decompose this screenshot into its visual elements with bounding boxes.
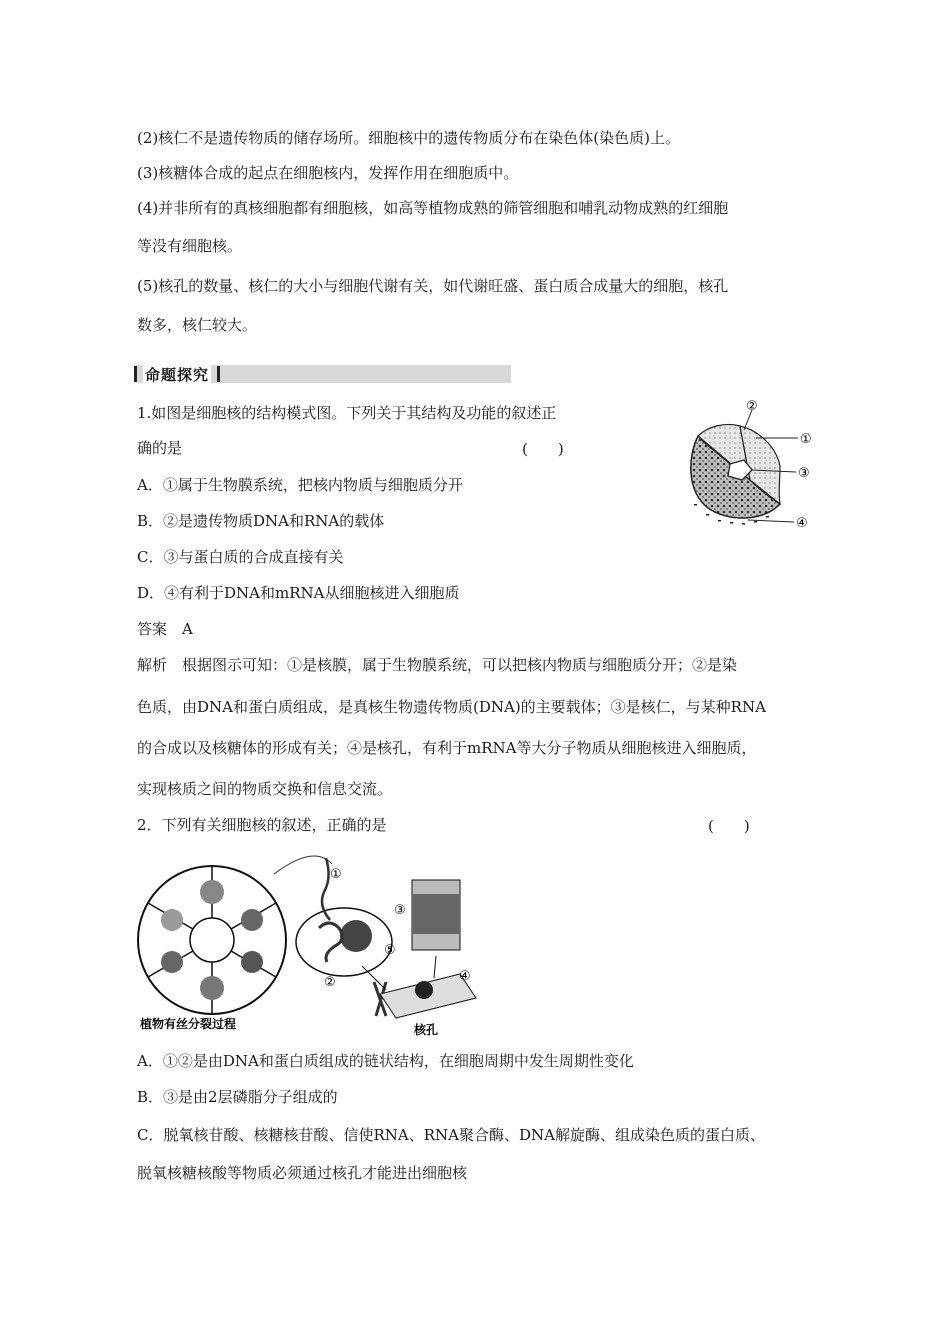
q1-answer-blank: ( ) xyxy=(522,440,564,458)
paragraph-line: (4)并非所有的真核细胞都有细胞核，如高等植物成熟的筛管细胞和哺乳动物成熟的红细胞 xyxy=(137,199,729,217)
header-right-bar xyxy=(217,366,220,382)
figure-label: ③ xyxy=(798,466,810,481)
q1-option-b: B．②是遗传物质DNA和RNA的载体 xyxy=(137,512,385,530)
paragraph-line: (2)核仁不是遗传物质的储存场所。细胞核中的遗传物质分布在染色体(染色质)上。 xyxy=(137,129,680,147)
q1-analysis-line: 解析 根据图示可知：①是核膜，属于生物膜系统，可以把核内物质与细胞质分开；②是染 xyxy=(137,656,738,674)
arrow-line xyxy=(434,956,436,978)
q1-option-d: D．④有利于DNA和mRNA从细胞核进入细胞质 xyxy=(137,584,460,602)
q1-analysis-line: 实现核质之间的物质交换和信息交流。 xyxy=(137,780,393,798)
figure-label: ① xyxy=(330,867,342,882)
q2-option-c-cont: 脱氧核糖核酸等物质必须通过核孔才能进出细胞核 xyxy=(137,1164,468,1182)
q2-option-b: B．③是由2层磷脂分子组成的 xyxy=(137,1088,338,1106)
pore-label: 核孔 xyxy=(414,1023,439,1037)
q1-stem-line2: 确的是 xyxy=(137,439,183,457)
figure-caption: 植物有丝分裂过程 xyxy=(140,1017,237,1031)
q1-stem-line1: 1.如图是细胞核的结构模式图。下列关于其结构及功能的叙述正 xyxy=(137,404,557,422)
mitosis-nucleus-figure xyxy=(134,850,484,1040)
figure-label: ④ xyxy=(459,969,471,984)
nucleus-structure-figure xyxy=(668,396,818,536)
header-left-bar xyxy=(134,366,137,382)
nuclear-pore-drawing xyxy=(415,981,433,999)
paragraph-line: 数多，核仁较大。 xyxy=(137,316,258,334)
q1-answer: 答案 A xyxy=(137,620,193,638)
arrow-line xyxy=(274,856,332,874)
q2-answer-blank: ( ) xyxy=(708,817,750,835)
figure-label: ⑤ xyxy=(384,943,396,958)
paragraph-line: 等没有细胞核。 xyxy=(137,237,243,255)
figure-label: ② xyxy=(324,975,336,990)
figure-label: ③ xyxy=(394,903,406,918)
figure-label: ④ xyxy=(796,516,808,531)
wheel-hub xyxy=(190,918,234,962)
q1-option-a: A．①属于生物膜系统，把核内物质与细胞质分开 xyxy=(137,476,463,494)
q2-option-a: A．①②是由DNA和蛋白质组成的链状结构，在细胞周期中发生周期性变化 xyxy=(137,1052,634,1070)
q2-option-c: C．脱氧核苷酸、核糖核苷酸、信使RNA、RNA聚合酶、DNA解旋酶、组成染色质的蛋白质、 xyxy=(137,1126,765,1144)
q1-option-c: C．③与蛋白质的合成直接有关 xyxy=(137,548,344,566)
section-title: 命题探究 xyxy=(145,365,210,384)
paragraph-line: (5)核孔的数量、核仁的大小与细胞代谢有关，如代谢旺盛、蛋白质合成量大的细胞，核孔 xyxy=(137,277,729,295)
q1-analysis-line: 色质，由DNA和蛋白质组成，是真核生物遗传物质(DNA)的主要载体；③是核仁，与某种RNA xyxy=(137,698,766,716)
figure-label: ② xyxy=(746,399,758,414)
q2-stem: 2．下列有关细胞核的叙述，正确的是 xyxy=(137,816,387,834)
paragraph-line: (3)核糖体合成的起点在细胞核内，发挥作用在细胞质中。 xyxy=(137,164,519,182)
nucleolus-drawing xyxy=(340,920,372,952)
section-header xyxy=(134,365,511,383)
figure-label: ① xyxy=(800,432,812,447)
membrane-layer xyxy=(412,894,460,934)
q1-analysis-line: 的合成以及核糖体的形成有关；④是核孔，有利于mRNA等大分子物质从细胞核进入细胞质， xyxy=(137,739,757,757)
